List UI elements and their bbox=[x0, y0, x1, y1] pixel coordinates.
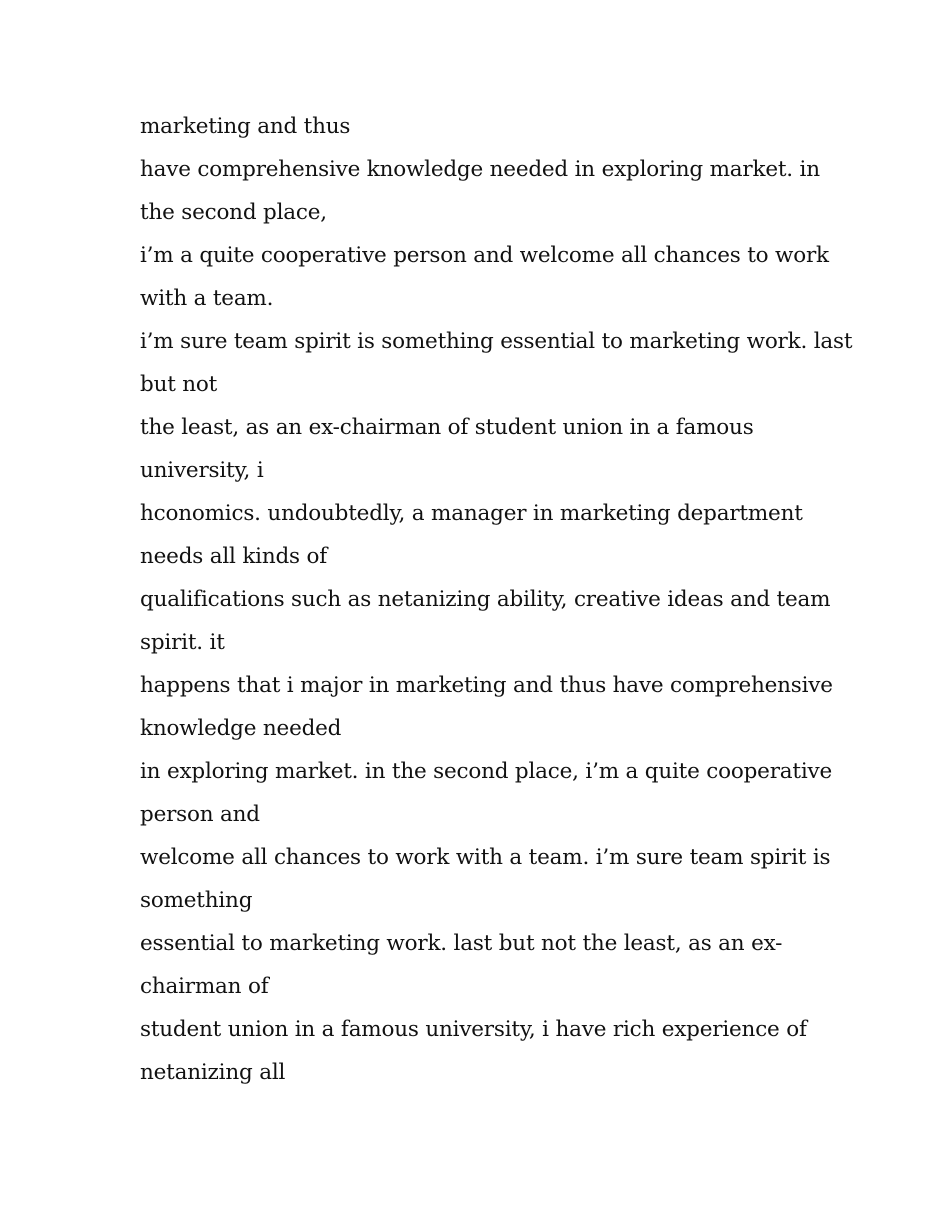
document-body bbox=[140, 105, 853, 1094]
text-line: qualifications such as netanizing ability, creative ideas and team bbox=[140, 587, 831, 612]
text-line: the least, as an ex-chairman of student union in a famous bbox=[140, 415, 754, 440]
text-line: the second place, bbox=[140, 200, 327, 225]
text-line: something bbox=[140, 888, 253, 913]
text-line: essential to marketing work. last but not the least, as an ex- bbox=[140, 931, 783, 956]
text-line: i’m a quite cooperative person and welcome all chances to work bbox=[140, 243, 829, 268]
text-line: spirit. it bbox=[140, 630, 225, 655]
text-line: welcome all chances to work with a team. i’m sure team spirit is bbox=[140, 845, 831, 870]
text-line: i’m sure team spirit is something essential to marketing work. last bbox=[140, 329, 853, 354]
text-line: in exploring market. in the second place, i’m a quite cooperative bbox=[140, 759, 832, 784]
text-line: happens that i major in marketing and thus have comprehensive bbox=[140, 673, 833, 698]
text-line: chairman of bbox=[140, 974, 269, 999]
text-line: person and bbox=[140, 802, 260, 827]
text-line: with a team. bbox=[140, 286, 274, 311]
text-line: university, i bbox=[140, 458, 264, 483]
text-line: student union in a famous university, i have rich experience of bbox=[140, 1017, 807, 1042]
text-line: needs all kinds of bbox=[140, 544, 328, 569]
text-line: hconomics. undoubtedly, a manager in marketing department bbox=[140, 501, 803, 526]
text-line: marketing and thus bbox=[140, 114, 351, 139]
text-line: but not bbox=[140, 372, 218, 397]
text-line: knowledge needed bbox=[140, 716, 342, 741]
text-line: netanizing all bbox=[140, 1060, 286, 1085]
text-line: have comprehensive knowledge needed in exploring market. in bbox=[140, 157, 820, 182]
